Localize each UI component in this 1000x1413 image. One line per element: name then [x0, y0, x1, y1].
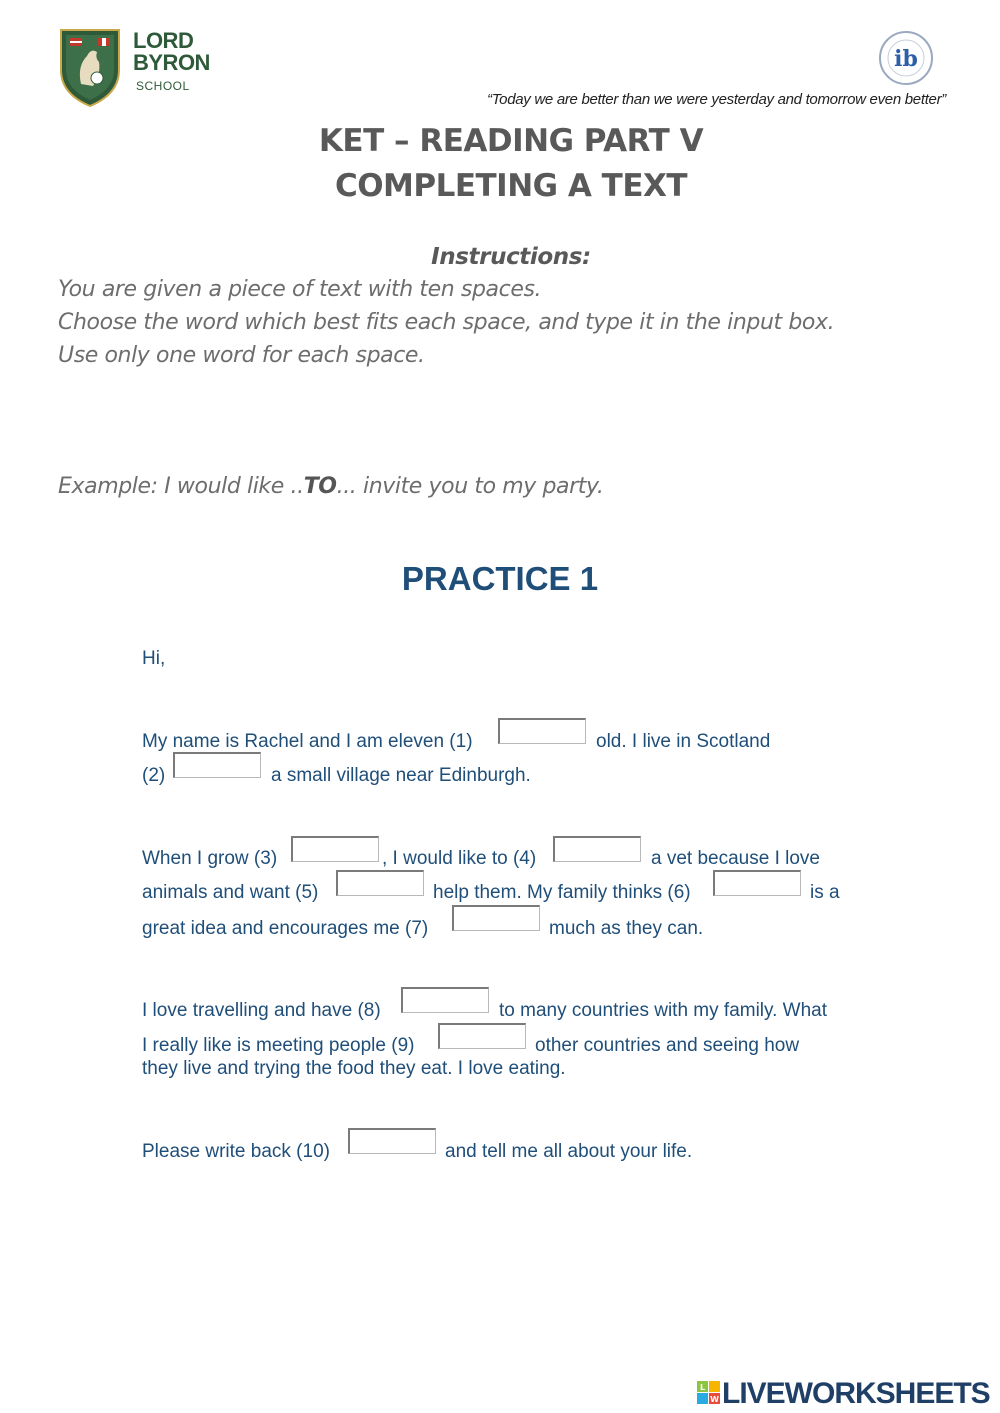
letter-text: great idea and encourages me (7): [142, 918, 429, 939]
worksheet-title: KET – READING PART V: [318, 123, 704, 159]
letter-text: animals and want (5): [142, 882, 319, 903]
letter-text: a small village near Edinburgh.: [271, 765, 531, 786]
letter-text: they live and trying the food they eat. I love eating.: [142, 1058, 566, 1079]
instruction-line-1: You are given a piece of text with ten spaces.: [58, 277, 542, 302]
liveworksheets-logo-icon: [697, 1381, 721, 1405]
example-sentence: [58, 474, 603, 499]
logo-word-byron: BYRON: [133, 50, 210, 75]
letter-text: old. I live in Scotland: [596, 731, 771, 752]
answer-input-1[interactable]: [498, 718, 586, 744]
answer-input-3[interactable]: [291, 836, 379, 862]
answer-input-2[interactable]: [173, 752, 261, 778]
letter-greeting: Hi,: [142, 648, 166, 669]
icon-letter-l: L: [699, 1383, 706, 1392]
logo-word-lord: LORD: [133, 28, 194, 53]
ib-letters: ib: [894, 46, 918, 72]
letter-text: a vet because I love: [651, 848, 820, 869]
worksheet-subtitle: COMPLETING A TEXT: [334, 168, 688, 204]
letter-text: I really like is meeting people (9): [142, 1035, 415, 1056]
letter-text: is a: [810, 882, 840, 903]
letter-text: Please write back (10): [142, 1141, 330, 1162]
example-before: Example: I would like ..: [58, 474, 304, 499]
answer-input-9[interactable]: [438, 1023, 526, 1049]
answer-input-5[interactable]: [336, 870, 424, 896]
school-motto: “Today we are better than we were yesterday and tomorrow even better”: [487, 91, 946, 108]
letter-text: , I would like to (4): [382, 848, 537, 869]
instructions-heading: Instructions:: [431, 244, 591, 270]
letter-text: to many countries with my family. What: [499, 1000, 828, 1021]
icon-letter-w: W: [710, 1395, 719, 1404]
answer-input-6[interactable]: [713, 870, 801, 896]
answer-input-8[interactable]: [401, 987, 489, 1013]
answer-input-4[interactable]: [553, 836, 641, 862]
lord-byron-shield-logo: [57, 26, 123, 108]
letter-text: help them. My family thinks (6): [433, 882, 691, 903]
answer-input-7[interactable]: [452, 905, 540, 931]
ib-world-school-logo: [878, 30, 934, 86]
logo-word-school: SCHOOL: [136, 79, 190, 93]
letter-text: I love travelling and have (8): [142, 1000, 381, 1021]
instruction-line-2: Choose the word which best fits each space, and type it in the input box.: [58, 310, 835, 335]
example-after: ... invite you to my party.: [336, 474, 604, 499]
letter-text: other countries and seeing how: [535, 1035, 800, 1056]
letter-text: My name is Rachel and I am eleven (1): [142, 731, 473, 752]
practice-title: PRACTICE 1: [401, 560, 599, 597]
letter-text: much as they can.: [549, 918, 704, 939]
letter-text: (2): [142, 765, 166, 786]
example-answer: TO: [303, 474, 337, 499]
instruction-line-3: Use only one word for each space.: [58, 343, 425, 368]
letter-text: When I grow (3): [142, 848, 278, 869]
school-name-logo: [133, 30, 210, 94]
answer-input-10[interactable]: [348, 1128, 436, 1154]
letter-text: and tell me all about your life.: [445, 1141, 693, 1162]
liveworksheets-brand: LIVEWORKSHEETS: [722, 1377, 990, 1410]
